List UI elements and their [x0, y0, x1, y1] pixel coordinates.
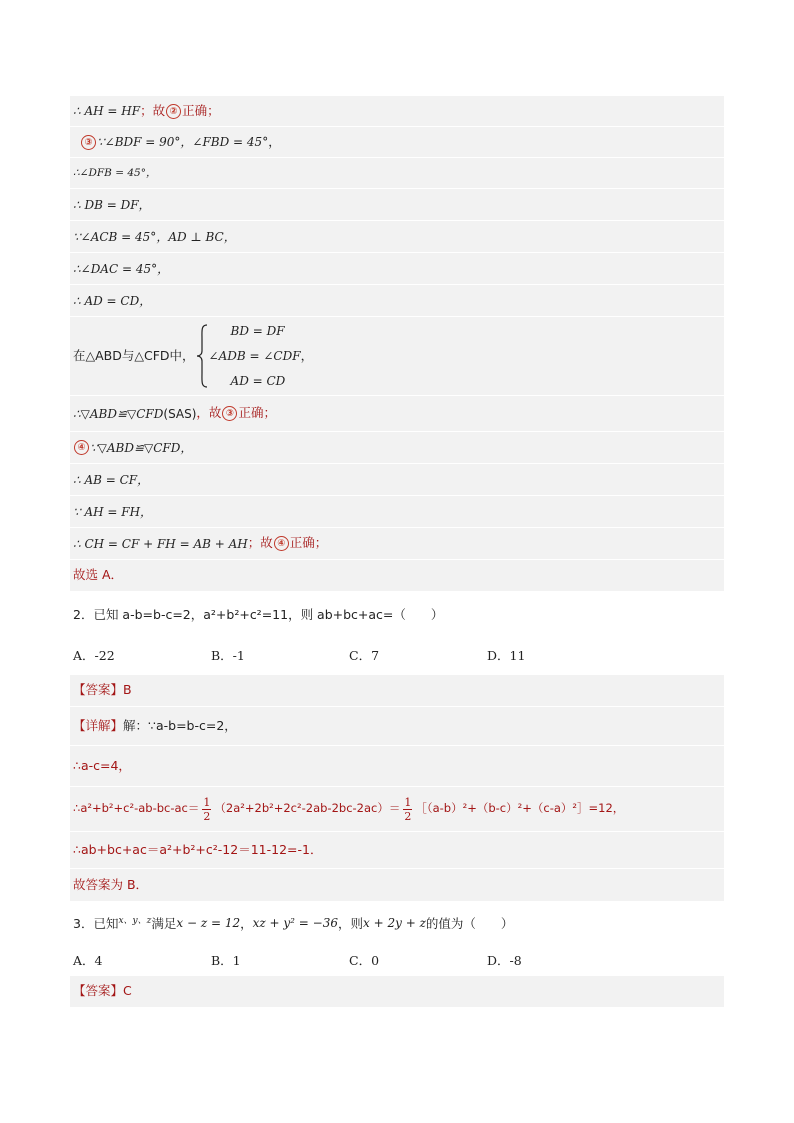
answer-block-q2 — [70, 675, 724, 902]
math-text: ∴ AB = CF， — [73, 472, 150, 487]
text: ∴a²+b²+c²-ab-bc-ac＝ — [73, 801, 200, 816]
math-text: x + 2y + z — [363, 916, 426, 930]
solution-line — [70, 432, 724, 464]
text: ， — [300, 347, 314, 363]
option-d: D．-8 — [487, 953, 522, 968]
solution-line — [70, 127, 724, 158]
circled-number: ④ — [74, 440, 89, 455]
math-text: ∴ AD = CD， — [73, 293, 152, 308]
solution-line — [70, 869, 724, 902]
text: 3．已知 — [73, 916, 119, 931]
text: （2a²+2b²+2c²-2ab-2bc-2ac）＝ — [214, 801, 401, 816]
solution-line — [70, 221, 724, 253]
answer-block-q3 — [70, 976, 724, 1008]
text: 故答案为 B． — [73, 876, 149, 892]
equation: BD = DF — [230, 324, 285, 338]
text: ［（a-b）²+（b-c）²+（c-a）²］=12， — [415, 801, 625, 816]
question-2-options — [70, 635, 724, 675]
option-a: A．4 — [73, 953, 103, 968]
text: ；故 — [140, 102, 166, 118]
answer-value: C — [123, 983, 132, 999]
text: ，故 — [196, 405, 222, 421]
math-text: ∴ CH = CF + FH = AB + AH — [73, 536, 248, 551]
math-text: ∵ AH = FH， — [73, 504, 153, 519]
text: ；故 — [247, 535, 273, 551]
solution-line — [70, 253, 724, 285]
question-2-stem — [70, 592, 724, 635]
text: 正确； — [238, 405, 276, 421]
text: 在△ABD与△CFD中， — [73, 347, 195, 363]
equation-system — [209, 325, 301, 387]
math-text: ∵∠BDF = 90° — [97, 135, 181, 149]
denominator: 2 — [203, 809, 211, 823]
solution-line — [70, 464, 724, 496]
circled-number: ④ — [274, 536, 289, 551]
solution-line — [70, 189, 724, 221]
text: 故选 A． — [73, 567, 124, 583]
math-text: ∵∠ACB = 45° — [73, 229, 157, 244]
answer-value: B — [123, 682, 132, 698]
option-c: C．7 — [349, 648, 380, 663]
circled-number: ② — [166, 104, 181, 119]
text: 正确； — [289, 535, 328, 551]
question-3-stem — [70, 902, 724, 944]
solution-line — [70, 285, 724, 317]
option-b: B．-1 — [211, 648, 245, 663]
detail-line — [70, 707, 724, 746]
detail-label: 【详解】 — [73, 717, 124, 733]
math-text: ∴ DB = DF， — [73, 197, 151, 212]
numerator: 1 — [203, 795, 211, 809]
solution-line-system — [70, 317, 724, 396]
option-b: B．1 — [211, 953, 241, 968]
text: 满足 — [151, 916, 177, 931]
math-text: x − z = 12 — [176, 916, 241, 930]
solution-line — [70, 787, 724, 832]
text: 的值为（ ） — [425, 916, 514, 931]
text: (SAS) — [163, 406, 197, 421]
fraction — [202, 796, 211, 823]
option-a: A．-22 — [73, 648, 115, 663]
text: ， — [240, 916, 253, 931]
solution-line — [70, 396, 724, 432]
solution-line — [70, 96, 724, 127]
answer-line — [70, 675, 724, 707]
circled-number: ③ — [222, 406, 237, 421]
denominator: 2 — [404, 809, 412, 823]
solution-line — [70, 528, 724, 560]
answer-label: 【答案】 — [73, 983, 124, 999]
text: ∴ab+bc+ac＝a²+b²+c²-12＝11-12=-1． — [73, 841, 323, 857]
text: ∴a-c=4， — [73, 757, 131, 773]
solution-line — [70, 832, 724, 869]
document-page — [70, 96, 724, 1008]
left-brace-icon — [195, 323, 209, 389]
option-d: D．11 — [487, 648, 526, 663]
solution-line — [70, 496, 724, 528]
numerator: 1 — [404, 795, 412, 809]
math-text: ∵▽ABD≌▽CFD， — [90, 440, 193, 455]
math-text: ∴∠DFB = 45°， — [73, 166, 157, 179]
question-text: 2．已知 a-b=b-c=2，a²+b²+c²=11，则 ab+bc+ac=（ ） — [73, 606, 444, 622]
text: 解：∵a-b=b-c=2， — [123, 717, 237, 733]
text: ，则 — [338, 916, 364, 931]
solution-line — [70, 746, 724, 787]
circled-number: ③ — [81, 135, 96, 150]
fraction — [403, 796, 412, 823]
solution-line — [70, 560, 724, 592]
math-text: ，∠FBD = 45° — [180, 135, 269, 149]
option-c: C．0 — [349, 953, 380, 968]
solution-line — [70, 158, 724, 189]
math-text: xz + y² = −36 — [252, 916, 338, 930]
question-3-options — [70, 944, 724, 976]
equation: ∠ADB = ∠CDF — [208, 349, 301, 363]
math-text: x、y、z — [118, 915, 152, 926]
math-text: ∴▽ABD≌▽CFD — [73, 406, 164, 421]
math-text: ∴ AH = HF — [73, 104, 141, 118]
text: ， — [268, 133, 281, 149]
math-text: ∴∠DAC = 45°， — [73, 261, 170, 276]
answer-label: 【答案】 — [73, 682, 124, 698]
math-text: ，AD ⊥ BC， — [156, 229, 236, 244]
solution-block-q1 — [70, 96, 724, 592]
text: 正确； — [182, 102, 220, 118]
answer-line — [70, 976, 724, 1008]
equation: AD = CD — [230, 374, 286, 388]
